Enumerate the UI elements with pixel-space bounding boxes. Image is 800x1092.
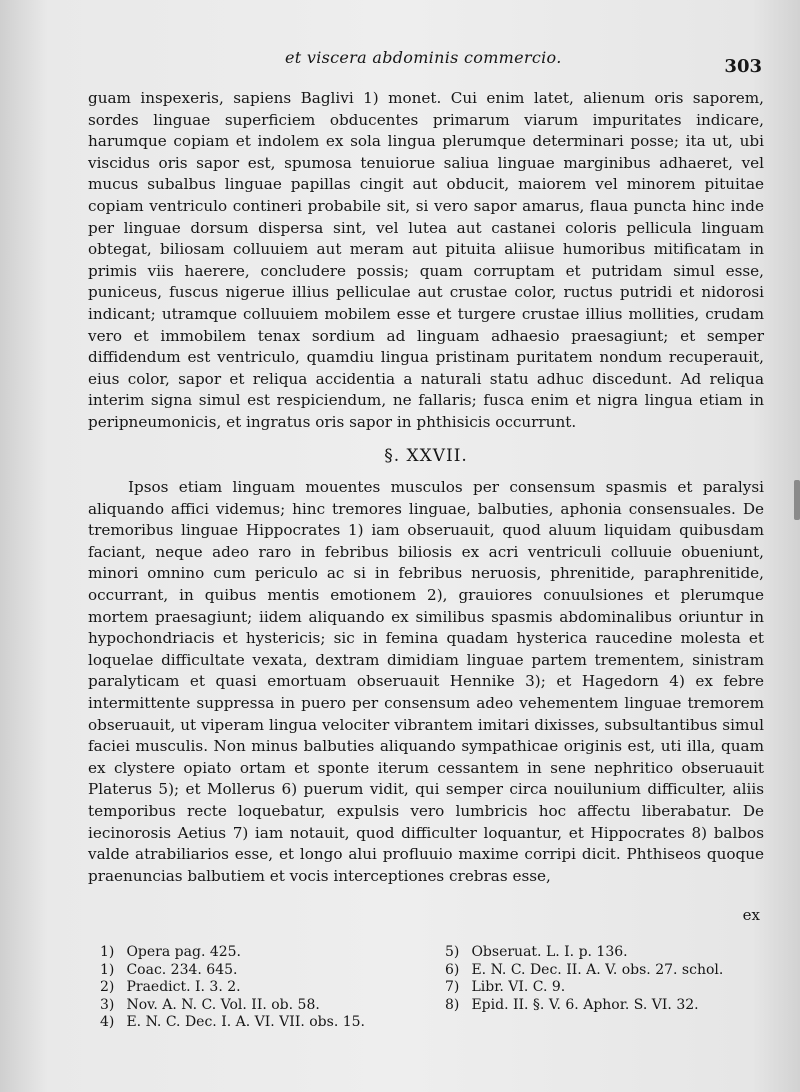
page-number: 303 <box>724 56 762 77</box>
body-text <box>88 88 764 887</box>
footnote <box>100 944 425 962</box>
footnote-text: Nov. A. N. C. Vol. II. ob. 58. <box>126 996 320 1013</box>
footnote <box>445 944 770 962</box>
footnote-text: Epid. II. §. V. 6. Aphor. S. VI. 32. <box>471 996 699 1013</box>
footnote <box>100 997 425 1015</box>
footnote-text: Opera pag. 425. <box>126 944 242 960</box>
footnotes-left-column <box>100 944 425 1032</box>
footnote <box>100 979 425 997</box>
footnote <box>445 997 770 1015</box>
footnote-mark: 3) <box>100 996 115 1013</box>
paragraph: guam inspexeris, sapiens Baglivi 1) monet. Cui enim latet, alienum oris saporem, sordes linguae superficiem obducentes primarum viarum impuritates indicare, harumque copiam et indolem ex sola lingua plerumque determinari posse; ita ut, ubi viscidus oris sapor est, spumosa tenuiorue saliua linguae marginibus adhaeret, vel mucus subalbus linguae papillas cingit aut obducit, maiorem vel minorem pituitae copiam ventriculo contineri probabile sit, si vero sapor amarus, flaua puncta hinc inde per linguae dorsum dispersa sint, vel lutea aut castanei coloris pellicula linguam obtegat, biliosam colluuiem aut meram aut pituita aliisue humoribus mitificatam in primis viis haerere, concludere possis; quam corruptam et putridam simul esse, puniceus, fuscus nigerue illius pelliculae aut crustae color, ructus putridi et nidorosi indicant; utramque colluuiem mobilem esse et turgere crustae illius mollities, crudam vero et immobilem tenax sordium ad linguam adhaesio praesagiunt; et semper diffidendum est ventriculo, quamdiu lingua pristinam puritatem nondum recuperauit, eius color, sapor et reliqua accidentia a naturali statu adhuc discedunt. Ad reliqua interim signa simul est respiciendum, ne fallaris; fusca enim et nigra lingua etiam in peripneumonicis, et ingratus oris sapor in phthisicis occurrunt. <box>88 89 764 431</box>
footnote-text: Libr. VI. C. 9. <box>471 979 566 995</box>
footnote-text: Obseruat. L. I. p. 136. <box>471 944 628 960</box>
footnote <box>445 962 770 980</box>
footnote-mark: 6) <box>445 961 460 978</box>
section-heading: §. XXVII. <box>384 445 468 466</box>
running-header: et viscera abdominis commercio. <box>285 48 562 67</box>
footnotes-right-column <box>425 944 770 1032</box>
footnote-mark: 7) <box>445 979 460 995</box>
footnote-mark: 1) <box>100 944 115 960</box>
catchword: ex <box>742 906 760 924</box>
footnote-mark: 2) <box>100 979 115 995</box>
footnote-mark: 1) <box>100 961 115 978</box>
page-edge-shadow <box>794 480 800 520</box>
footnote-text: E. N. C. Dec. I. A. VI. VII. obs. 15. <box>126 1014 365 1030</box>
footnote <box>445 979 770 997</box>
footnote <box>100 962 425 980</box>
footnote-mark: 5) <box>445 944 460 960</box>
footnote <box>100 1014 425 1032</box>
paragraph: Ipsos etiam linguam mouentes musculos per consensum spasmis et paralysi aliquando affici videmus; hinc tremores linguae, balbuties, aphonia consensuales. De tremoribus linguae Hippocrates 1) iam obseruauit, quod aluum liquidam quibusdam faciant, neque adeo raro in febribus biliosis ex acri ventriculi colluuie obueniunt, minori omnino cum periculo ac si in febribus neruosis, phrenitide, paraphrenitide, occurrant, in quibus mentis emotionem 2), grauiores conuulsiones et plerumque mortem praesagiunt; iidem aliquando ex similibus spasmis abdominalibus oriuntur in hypochondriacis et hystericis; sic in femina quadam hysterica raucedine molesta et loquelae difficultate vexata, dextram dimidiam linguae partem trementem, sinistram paralyticam et quasi emortuam obseruauit Hennike 3); et Hagedorn 4) ex febre intermittente suppressa in puero per consensum adeo vehementem linguae tremorem obseruauit, ut viperam lingua velociter vibrantem imitari dixisses, subsultantibus simul faciei musculis. Non minus balbuties aliquando sympathicae originis est, uti illa, quam ex clystere opiato ortam et sponte iterum cessantem in sene nephritico obseruauit Platerus 5); et Mollerus 6) puerum vidit, qui semper circa nouilunium difficulter, aliis temporibus recte loquebatur, expulsis vero lumbricis hoc affectu liberabatur. De iecinorosis Aetius 7) iam notauit, quod difficulter loquantur, et Hippocrates 8) balbos valde atrabiliarios esse, et longo alui profluuio maxime corripi dicit. Phthiseos quoque praenuncias balbutiem et vocis interceptiones crebras esse, <box>88 478 764 885</box>
footnote-text: Praedict. I. 3. 2. <box>126 979 241 995</box>
footnote-mark: 8) <box>445 996 460 1013</box>
footnote-mark: 4) <box>100 1014 115 1030</box>
footnote-text: Coac. 234. 645. <box>126 961 238 978</box>
footnote-text: E. N. C. Dec. II. A. V. obs. 27. schol. <box>471 961 724 978</box>
footnotes <box>100 944 770 1032</box>
